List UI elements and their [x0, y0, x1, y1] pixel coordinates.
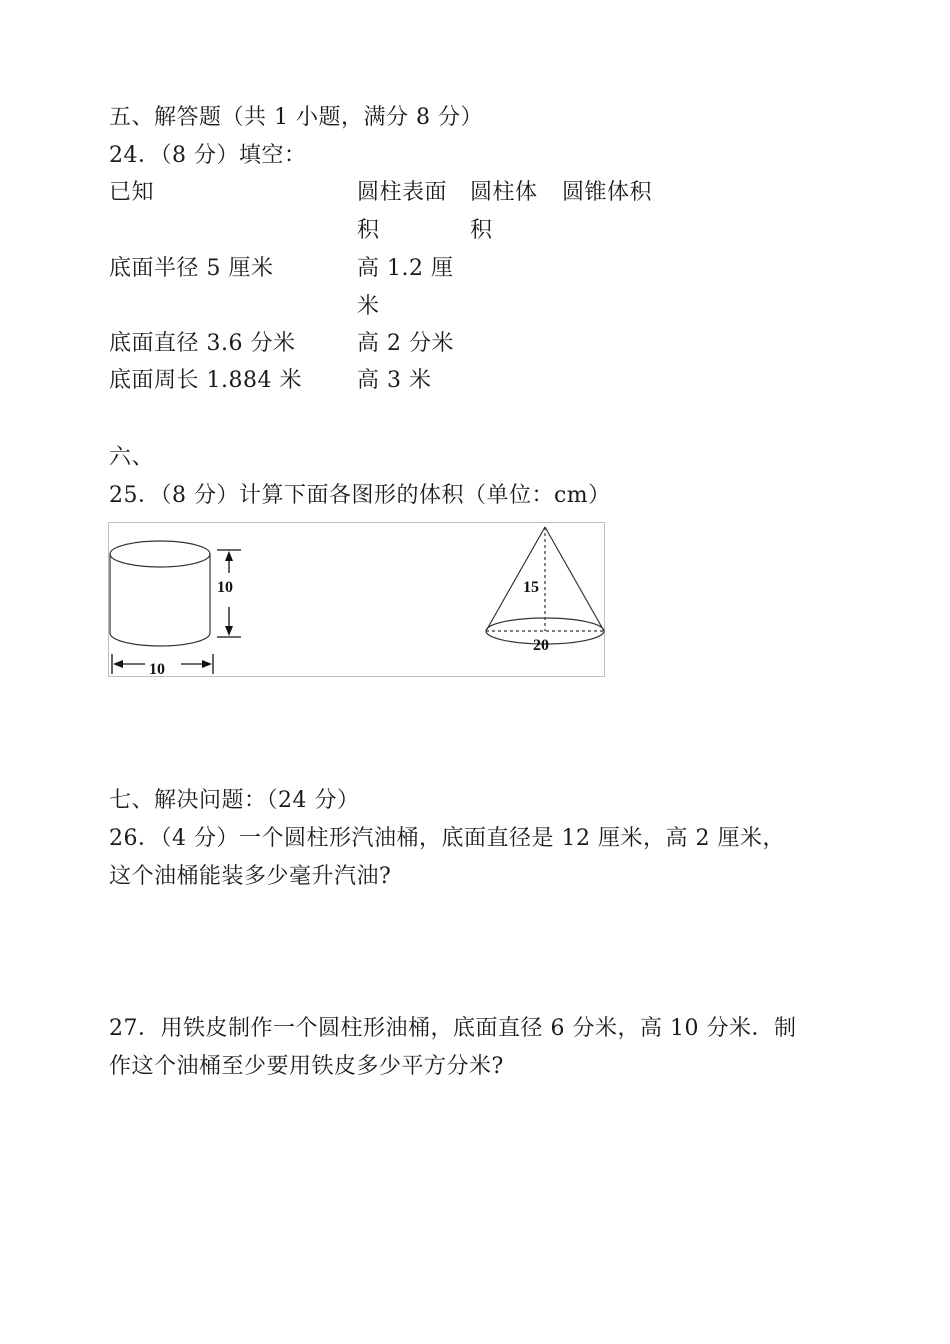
solids-figure — [108, 522, 605, 677]
question-24: 24．（8 分）填空： — [109, 143, 307, 168]
question-27-line1: 27．用铁皮制作一个圆柱形油桶，底面直径 6 分米，高 10 分米．制 — [109, 1016, 797, 1041]
cylinder-shape — [110, 541, 210, 646]
row2-height: 高 2 分米 — [357, 331, 454, 356]
section7-heading: 七、解决问题：（24 分） — [109, 788, 360, 813]
row3-known: 底面周长 1.884 米 — [109, 368, 302, 393]
cone-diameter-label: 20 — [533, 637, 549, 654]
question-27-line2: 作这个油桶至少要用铁皮多少平方分米? — [109, 1054, 504, 1079]
row2-known: 底面直径 3.6 分米 — [109, 331, 296, 356]
section6-heading: 六、 — [109, 445, 155, 470]
header-known: 已知 — [109, 180, 155, 205]
section5-heading: 五、解答题（共 1 小题，满分 8 分） — [109, 105, 483, 130]
question-26-line1: 26．（4 分）一个圆柱形汽油桶，底面直径是 12 厘米，高 2 厘米， — [109, 826, 785, 851]
cone-shape — [486, 527, 604, 644]
question-25: 25．（8 分）计算下面各图形的体积（单位：cm） — [109, 483, 611, 508]
header-surface-area: 圆柱表面 — [357, 180, 448, 205]
header-cylinder-volume-cont: 积 — [470, 218, 493, 243]
header-surface-area-cont: 积 — [357, 218, 380, 243]
cone-slant-label: 15 — [523, 579, 539, 596]
row1-height-cont: 米 — [357, 294, 380, 319]
solids-drawing — [109, 523, 606, 678]
row3-height: 高 3 米 — [357, 368, 432, 393]
row1-known: 底面半径 5 厘米 — [109, 256, 274, 281]
header-cone-volume: 圆锥体积 — [562, 180, 653, 205]
cylinder-diameter-label: 10 — [149, 661, 165, 678]
question-26-line2: 这个油桶能装多少毫升汽油? — [109, 864, 392, 889]
header-cylinder-volume: 圆柱体 — [470, 180, 538, 205]
row1-height: 高 1.2 厘 — [357, 256, 454, 281]
cylinder-height-label: 10 — [217, 579, 233, 596]
